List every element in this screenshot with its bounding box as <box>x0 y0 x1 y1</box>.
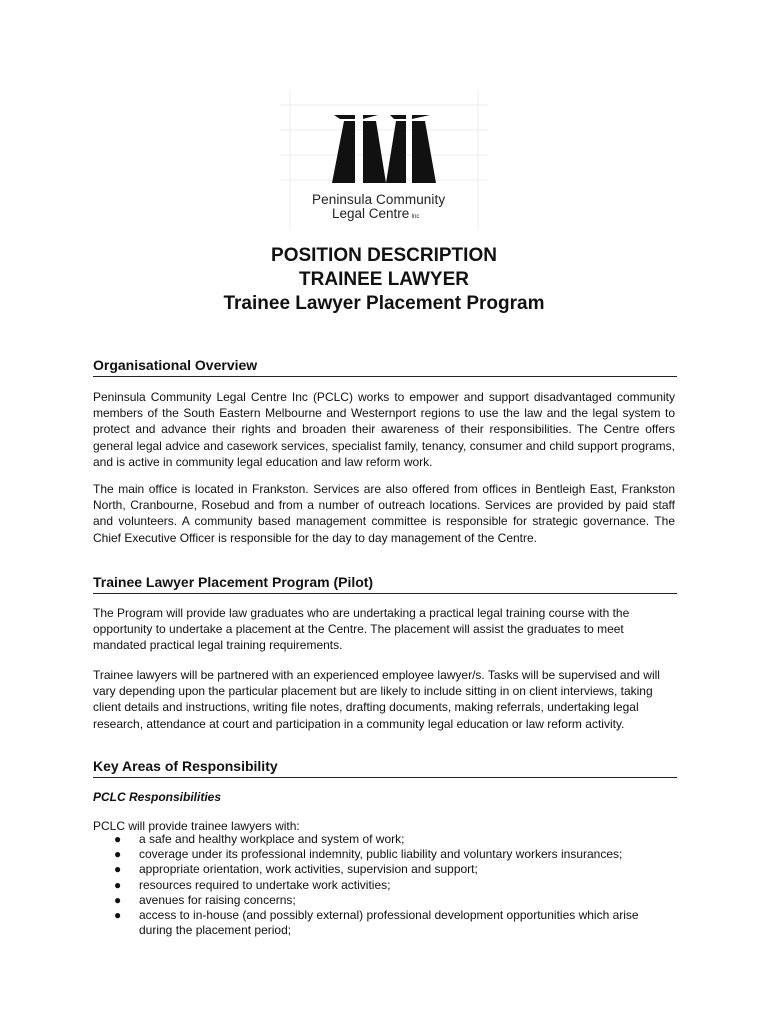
list-item-text: access to in-house (and possibly external) professional development opportunities which arise during the placement period; <box>139 908 639 938</box>
heading-key-areas: Key Areas of Responsibility <box>93 758 677 778</box>
responsibilities-intro: PCLC will provide trainee lawyers with: <box>93 819 300 833</box>
bullet-icon: ● <box>114 847 122 862</box>
list-item-text: appropriate orientation, work activities, supervision and support; <box>139 862 478 877</box>
title-program: Trainee Lawyer Placement Program <box>223 293 545 314</box>
list-item <box>93 893 675 908</box>
list-item <box>93 878 675 893</box>
list-item <box>93 847 675 862</box>
heading-organisational-overview: Organisational Overview <box>93 357 677 377</box>
logo-triangles-icon <box>330 115 440 193</box>
program-paragraph-1: The Program will provide law graduates who are undertaking a practical legal training course with the opportunity to undertake a placement at the Centre. The placement will assist the graduates to meet mandated practical legal training requirements. <box>93 606 630 653</box>
subheading-pclc-responsibilities: PCLC Responsibilities <box>93 790 222 804</box>
bullet-icon: ● <box>114 877 122 892</box>
program-paragraph-2: Trainee lawyers will be partnered with an experienced employee lawyer/s. Tasks will be supervised and will vary depending upon the particular placement but are likely to include sitting in on client interviews, taking client details and instructions, writing file notes, drafting documents, making referrals, undertaking legal research, attendance at court and participation in a community legal education or law reform activity. <box>93 668 660 731</box>
bullet-icon: ● <box>114 862 122 877</box>
logo-inc-suffix: Inc <box>411 214 420 220</box>
title-trainee-lawyer: TRAINEE LAWYER <box>299 269 469 290</box>
title-position-description: POSITION DESCRIPTION <box>271 245 497 266</box>
responsibilities-list <box>93 832 675 938</box>
list-item-text: resources required to undertake work activities; <box>139 877 391 892</box>
document-titles <box>0 244 768 316</box>
overview-paragraph-2: The main office is located in Frankston. Services are also offered from offices in Bentleigh East, Frankston North, Cranbourne, Rosebud and from a number of outreach locations. Services are provided by paid staff and volunteers. A community based management committee is responsible for strategic governance. The Chief Executive Officer is responsible for the day to day management of the Centre. <box>93 482 675 545</box>
overview-paragraph-1: Peninsula Community Legal Centre Inc (PCLC) works to empower and support disadvantaged community members of the South Eastern Melbourne and Westernport regions to use the law and the legal system to protect and advance their rights and broaden their awareness of their responsibilities. The Centre offers general legal advice and casework services, specialist family, tenancy, consumer and child support programs, and is active in community legal education and law reform work. <box>93 390 675 469</box>
bullet-icon: ● <box>114 908 122 923</box>
list-item-text: avenues for raising concerns; <box>139 892 296 907</box>
list-item <box>93 832 675 847</box>
list-item <box>93 908 675 938</box>
list-item <box>93 862 675 877</box>
logo-name-line1: Peninsula Community <box>312 192 446 207</box>
pclc-logo <box>270 85 498 235</box>
heading-placement-program: Trainee Lawyer Placement Program (Pilot) <box>93 574 677 594</box>
bullet-icon: ● <box>114 832 122 846</box>
logo-name-line2-text: Legal Centre <box>332 206 410 221</box>
logo-name-line2 <box>332 206 419 221</box>
list-item-text: coverage under its professional indemnity, public liability and voluntary workers insurances; <box>139 847 623 862</box>
list-item-text: a safe and healthy workplace and system of work; <box>139 832 405 846</box>
bullet-icon: ● <box>114 892 122 907</box>
